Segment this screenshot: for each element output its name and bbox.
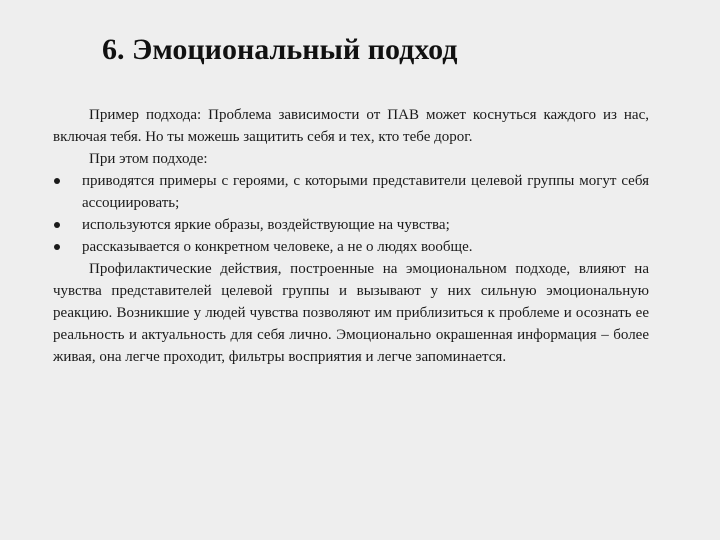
bullet-icon [54,178,60,184]
bullet-item [53,214,649,236]
bullet-icon [54,222,60,228]
slide-title: 6. Эмоциональный подход [102,33,458,66]
approach-lead: При этом подходе: [89,151,208,167]
bullet-list [53,170,649,258]
bullet-item [53,170,649,214]
bullet-item [53,236,649,258]
bullet-text: рассказывается о конкретном человеке, а не о людях вообще. [82,239,473,255]
bullet-text: приводятся примеры с героями, с которыми представители целевой группы могут себя ассоциировать; [82,173,649,211]
bullet-icon [54,244,60,250]
intro-paragraph: Пример подхода: Проблема зависимости от ПАВ может коснуться каждого из нас, включая тебя. Но ты можешь защитить себя и тех, кто тебе дорог. [53,107,649,145]
bullet-text: используются яркие образы, воздействующие на чувства; [82,217,450,233]
slide-content [53,104,649,368]
conclusion-paragraph: Профилактические действия, построенные на эмоциональном подходе, влияют на чувства представителей целевой группы и вызывают у них сильную эмоциональную реакцию. Возникшие у людей чувства позволяют им приблизиться к проблеме и осознать ее реальность и актуальность для себя лично. Эмоционально окрашенная информация – более живая, она легче проходит, фильтры восприятия и легче запоминается. [53,261,649,365]
